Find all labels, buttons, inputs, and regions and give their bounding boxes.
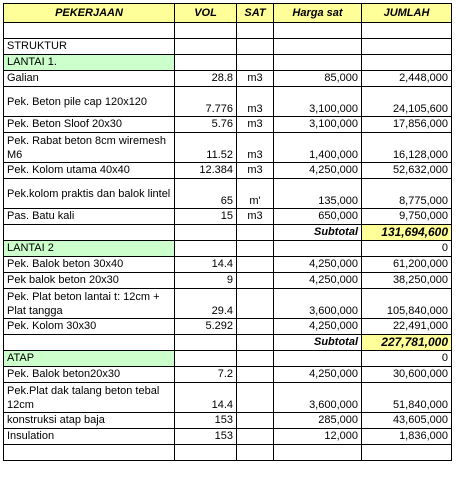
- item-sat[interactable]: [237, 319, 274, 335]
- item-vol[interactable]: 9: [175, 273, 237, 289]
- item-jumlah[interactable]: 17,856,000: [362, 117, 452, 133]
- subtotal-value[interactable]: 131,694,600: [362, 225, 452, 241]
- section-struktur[interactable]: STRUKTUR: [4, 39, 175, 55]
- item-jumlah[interactable]: 8,775,000: [362, 179, 452, 209]
- item-name[interactable]: Galian: [4, 71, 175, 87]
- item-name[interactable]: Pas. Batu kali: [4, 209, 175, 225]
- subtotal-label[interactable]: Subtotal: [274, 335, 362, 351]
- item-jumlah[interactable]: 30,600,000: [362, 367, 452, 383]
- item-harga[interactable]: 4,250,000: [274, 257, 362, 273]
- item-name[interactable]: Pek. Beton pile cap 120x120: [4, 87, 175, 117]
- table-row: [4, 87, 452, 117]
- item-name[interactable]: Pek. Rabat beton 8cm wiremesh M6: [4, 133, 175, 163]
- item-jumlah[interactable]: 1,836,000: [362, 429, 452, 445]
- item-name[interactable]: Pek.Plat dak talang beton tebal 12cm: [4, 383, 175, 413]
- item-sat[interactable]: [237, 367, 274, 383]
- empty-row: [4, 23, 452, 39]
- item-name[interactable]: Pek. Kolom 30x30: [4, 319, 175, 335]
- item-harga[interactable]: 3,600,000: [274, 383, 362, 413]
- table-row: [4, 257, 452, 273]
- item-sat[interactable]: [237, 289, 274, 319]
- item-vol[interactable]: 28.8: [175, 71, 237, 87]
- item-sat[interactable]: [237, 383, 274, 413]
- item-harga[interactable]: 3,100,000: [274, 117, 362, 133]
- item-vol[interactable]: 7.2: [175, 367, 237, 383]
- section-total[interactable]: 0: [362, 351, 452, 367]
- table-row: [4, 273, 452, 289]
- item-jumlah[interactable]: 38,250,000: [362, 273, 452, 289]
- item-sat[interactable]: m3: [237, 133, 274, 163]
- item-name[interactable]: Pek.kolom praktis dan balok lintel: [4, 179, 175, 209]
- item-harga[interactable]: 3,100,000: [274, 87, 362, 117]
- table-row: [4, 289, 452, 319]
- item-vol[interactable]: 12.384: [175, 163, 237, 179]
- table-row: [4, 429, 452, 445]
- table-row: [4, 71, 452, 87]
- item-harga[interactable]: 4,250,000: [274, 163, 362, 179]
- item-harga[interactable]: 285,000: [274, 413, 362, 429]
- item-sat[interactable]: m3: [237, 209, 274, 225]
- item-sat[interactable]: m3: [237, 117, 274, 133]
- table-row: [4, 383, 452, 413]
- item-name[interactable]: Pek balok beton 20x30: [4, 273, 175, 289]
- section-row-atap: [4, 351, 452, 367]
- item-jumlah[interactable]: 105,840,000: [362, 289, 452, 319]
- item-harga[interactable]: 1,400,000: [274, 133, 362, 163]
- table-row: [4, 319, 452, 335]
- header-pekerjaan[interactable]: PEKERJAAN: [4, 4, 175, 23]
- item-vol[interactable]: 14.4: [175, 257, 237, 273]
- item-vol[interactable]: 153: [175, 429, 237, 445]
- item-vol[interactable]: 5.292: [175, 319, 237, 335]
- subtotal-label[interactable]: Subtotal: [274, 225, 362, 241]
- item-name[interactable]: konstruksi atap baja: [4, 413, 175, 429]
- item-name[interactable]: Pek. Balok beton 30x40: [4, 257, 175, 273]
- item-jumlah[interactable]: 52,632,000: [362, 163, 452, 179]
- item-jumlah[interactable]: 51,840,000: [362, 383, 452, 413]
- item-sat[interactable]: m': [237, 179, 274, 209]
- item-vol[interactable]: 29.4: [175, 289, 237, 319]
- item-harga[interactable]: 4,250,000: [274, 367, 362, 383]
- section-lantai-2[interactable]: LANTAI 2: [4, 241, 175, 257]
- header-row: [4, 4, 452, 23]
- item-name[interactable]: Insulation: [4, 429, 175, 445]
- item-jumlah[interactable]: 16,128,000: [362, 133, 452, 163]
- item-sat[interactable]: m3: [237, 87, 274, 117]
- item-vol[interactable]: 14.4: [175, 383, 237, 413]
- empty-row: [4, 445, 452, 461]
- header-vol[interactable]: VOL: [175, 4, 237, 23]
- item-sat[interactable]: [237, 257, 274, 273]
- item-name[interactable]: Pek. Plat beton lantai t: 12cm + Plat tangga: [4, 289, 175, 319]
- item-harga[interactable]: 650,000: [274, 209, 362, 225]
- item-vol[interactable]: 5.76: [175, 117, 237, 133]
- section-atap[interactable]: ATAP: [4, 351, 175, 367]
- section-total[interactable]: 0: [362, 241, 452, 257]
- item-jumlah[interactable]: 22,491,000: [362, 319, 452, 335]
- header-harga-sat[interactable]: Harga sat: [274, 4, 362, 23]
- item-vol[interactable]: 15: [175, 209, 237, 225]
- table-row: [4, 163, 452, 179]
- subtotal-value[interactable]: 227,781,000: [362, 335, 452, 351]
- header-jumlah[interactable]: JUMLAH: [362, 4, 452, 23]
- item-jumlah[interactable]: 2,448,000: [362, 71, 452, 87]
- item-harga[interactable]: 85,000: [274, 71, 362, 87]
- item-name[interactable]: Pek. Balok beton20x30: [4, 367, 175, 383]
- item-name[interactable]: Pek. Kolom utama 40x40: [4, 163, 175, 179]
- item-sat[interactable]: [237, 413, 274, 429]
- cost-estimate-table: [3, 3, 452, 461]
- subtotal-row-lantai1: [4, 225, 452, 241]
- table-row: [4, 133, 452, 163]
- item-harga[interactable]: 4,250,000: [274, 319, 362, 335]
- table-row: [4, 209, 452, 225]
- item-vol[interactable]: 153: [175, 413, 237, 429]
- item-harga[interactable]: 135,000: [274, 179, 362, 209]
- item-jumlah[interactable]: 9,750,000: [362, 209, 452, 225]
- table-row: [4, 413, 452, 429]
- item-vol[interactable]: 65: [175, 179, 237, 209]
- section-row-lantai1: [4, 55, 452, 71]
- item-harga[interactable]: 4,250,000: [274, 273, 362, 289]
- section-lantai-1[interactable]: LANTAI 1.: [4, 55, 175, 71]
- section-row-struktur: [4, 39, 452, 55]
- item-jumlah[interactable]: 61,200,000: [362, 257, 452, 273]
- item-sat[interactable]: [237, 429, 274, 445]
- item-jumlah[interactable]: 24,105,600: [362, 87, 452, 117]
- table-row: [4, 117, 452, 133]
- table-row: [4, 367, 452, 383]
- item-sat[interactable]: m3: [237, 163, 274, 179]
- item-sat[interactable]: [237, 273, 274, 289]
- table-row: [4, 179, 452, 209]
- item-harga[interactable]: 3,600,000: [274, 289, 362, 319]
- section-row-lantai2: [4, 241, 452, 257]
- item-harga[interactable]: 12,000: [274, 429, 362, 445]
- item-name[interactable]: Pek. Beton Sloof 20x30: [4, 117, 175, 133]
- item-jumlah[interactable]: 43,605,000: [362, 413, 452, 429]
- item-sat[interactable]: m3: [237, 71, 274, 87]
- item-vol[interactable]: 11.52: [175, 133, 237, 163]
- header-sat[interactable]: SAT: [237, 4, 274, 23]
- item-vol[interactable]: 7.776: [175, 87, 237, 117]
- subtotal-row-lantai2: [4, 335, 452, 351]
